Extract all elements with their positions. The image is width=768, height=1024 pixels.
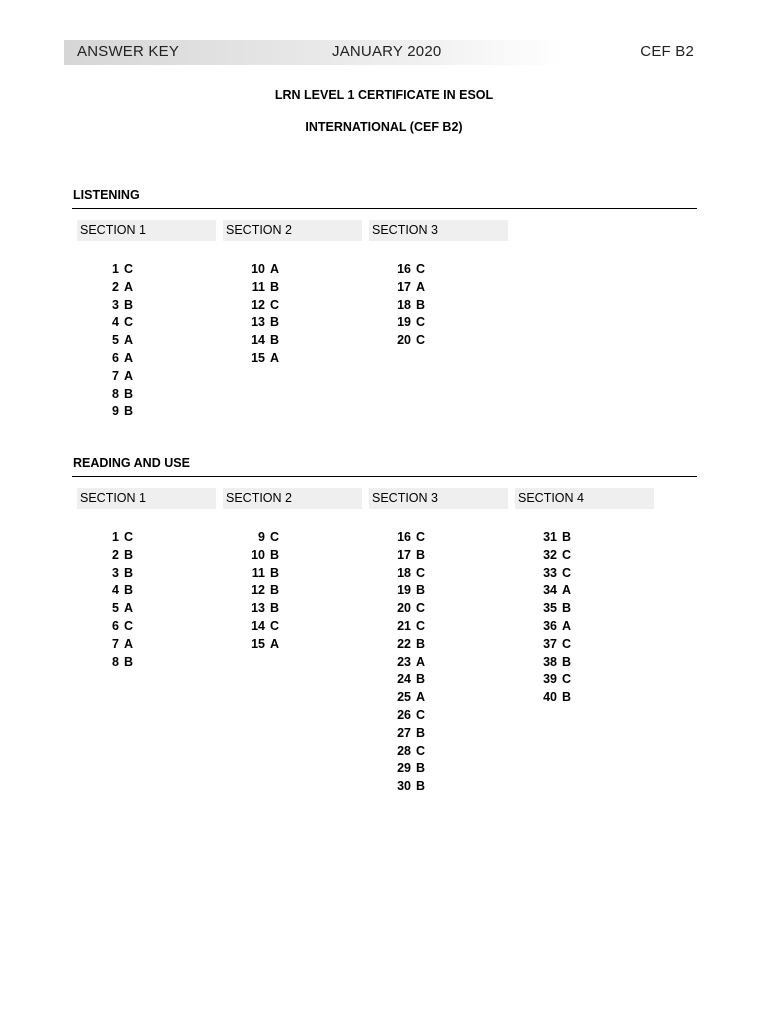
answer-letter: A — [416, 690, 426, 705]
answer-list — [223, 530, 363, 655]
answer-letter: C — [270, 618, 280, 633]
question-number: 8 — [112, 654, 119, 669]
answer-row — [223, 298, 363, 316]
question-number: 28 — [397, 743, 411, 758]
answer-letter: B — [562, 654, 572, 669]
answer-row — [369, 655, 509, 673]
answer-row — [369, 761, 509, 779]
question-number: 16 — [397, 262, 411, 276]
question-number: 18 — [397, 565, 411, 580]
listening-section-1 — [77, 220, 217, 422]
answer-letter: B — [270, 315, 280, 330]
reading-section-3 — [369, 488, 509, 797]
answer-letter: B — [416, 672, 426, 687]
answer-letter: C — [562, 636, 572, 651]
answer-letter: B — [562, 530, 572, 544]
answer-row — [77, 280, 217, 298]
answer-list — [223, 262, 363, 369]
question-number: 4 — [112, 583, 119, 598]
question-number: 9 — [112, 404, 119, 419]
answer-letter: A — [416, 279, 426, 294]
answer-row — [77, 548, 217, 566]
answer-letter: C — [416, 743, 426, 758]
answer-row — [515, 548, 655, 566]
answer-row — [369, 708, 509, 726]
question-number: 35 — [543, 601, 557, 616]
answer-letter: A — [124, 333, 134, 348]
answer-row — [515, 637, 655, 655]
answer-row — [223, 530, 363, 548]
answer-row — [515, 583, 655, 601]
question-number: 1 — [112, 262, 119, 276]
answer-letter: C — [416, 262, 426, 276]
question-number: 6 — [112, 350, 119, 365]
answer-row — [369, 601, 509, 619]
answer-letter: B — [270, 583, 280, 598]
answer-letter: B — [270, 547, 280, 562]
answer-list — [77, 262, 217, 422]
answer-letter: C — [124, 262, 134, 276]
answer-letter: B — [124, 386, 134, 401]
answer-letter: C — [124, 530, 134, 544]
answer-letter: B — [416, 761, 426, 776]
question-number: 31 — [543, 530, 557, 544]
header-date: JANUARY 2020 — [332, 43, 442, 60]
answer-row — [369, 298, 509, 316]
answer-row — [223, 262, 363, 280]
question-number: 38 — [543, 654, 557, 669]
answer-row — [369, 548, 509, 566]
answer-row — [369, 583, 509, 601]
answer-letter: B — [416, 297, 426, 312]
answer-letter: A — [270, 350, 280, 365]
answer-row — [223, 351, 363, 369]
answer-row — [369, 280, 509, 298]
section-label: SECTION 2 — [223, 488, 362, 509]
question-number: 40 — [543, 690, 557, 705]
answer-row — [515, 601, 655, 619]
answer-row — [77, 404, 217, 422]
question-number: 10 — [251, 262, 265, 276]
answer-letter: C — [416, 530, 426, 544]
question-number: 20 — [397, 333, 411, 348]
answer-list — [515, 530, 655, 708]
answer-row — [369, 672, 509, 690]
answer-letter: A — [124, 636, 134, 651]
answer-row — [515, 672, 655, 690]
answer-letter: A — [562, 618, 572, 633]
question-number: 11 — [251, 565, 265, 580]
answer-letter: C — [562, 547, 572, 562]
answer-row — [77, 387, 217, 405]
document-title: LRN LEVEL 1 CERTIFICATE IN ESOL — [274, 88, 494, 102]
question-number: 5 — [112, 601, 119, 616]
answer-letter: A — [124, 350, 134, 365]
answer-row — [223, 619, 363, 637]
answer-row — [77, 369, 217, 387]
answer-letter: B — [270, 601, 280, 616]
section-label: SECTION 4 — [515, 488, 654, 509]
question-number: 17 — [397, 547, 411, 562]
reading-heading: READING AND USE — [73, 456, 190, 470]
answer-letter: B — [416, 547, 426, 562]
question-number: 1 — [112, 530, 119, 544]
answer-letter: C — [124, 315, 134, 330]
answer-row — [369, 315, 509, 333]
document-subtitle: INTERNATIONAL (CEF B2) — [305, 120, 463, 134]
answer-row — [369, 726, 509, 744]
answer-letter: B — [270, 333, 280, 348]
question-number: 11 — [251, 279, 265, 294]
question-number: 19 — [397, 583, 411, 598]
answer-letter: B — [124, 297, 134, 312]
answer-letter: B — [270, 279, 280, 294]
answer-row — [223, 280, 363, 298]
answer-letter: C — [416, 618, 426, 633]
answer-row — [223, 601, 363, 619]
listening-section-2 — [223, 220, 363, 369]
question-number: 26 — [397, 707, 411, 722]
answer-letter: C — [562, 672, 572, 687]
answer-letter: C — [270, 530, 280, 544]
question-number: 37 — [543, 636, 557, 651]
answer-row — [515, 619, 655, 637]
reading-section-1 — [77, 488, 217, 672]
question-number: 33 — [543, 565, 557, 580]
question-number: 2 — [112, 279, 119, 294]
answer-letter: A — [562, 583, 572, 598]
question-number: 3 — [112, 297, 119, 312]
question-number: 10 — [251, 547, 265, 562]
answer-row — [515, 655, 655, 673]
answer-row — [223, 315, 363, 333]
reading-section-2 — [223, 488, 363, 655]
answer-row — [77, 655, 217, 673]
answer-letter: B — [416, 636, 426, 651]
answer-row — [77, 601, 217, 619]
question-number: 16 — [397, 530, 411, 544]
answer-letter: A — [270, 636, 280, 651]
answer-row — [369, 566, 509, 584]
answer-row — [77, 315, 217, 333]
question-number: 8 — [112, 386, 119, 401]
question-number: 21 — [397, 618, 411, 633]
answer-row — [515, 690, 655, 708]
answer-letter: B — [416, 725, 426, 740]
reading-section-4 — [515, 488, 655, 708]
listening-rule — [72, 208, 697, 209]
answer-row — [77, 637, 217, 655]
header-answer-key: ANSWER KEY — [77, 43, 180, 60]
section-label: SECTION 1 — [77, 220, 216, 241]
answer-row — [369, 619, 509, 637]
answer-letter: C — [416, 707, 426, 722]
answer-row — [369, 779, 509, 797]
answer-row — [223, 548, 363, 566]
answer-letter: B — [124, 583, 134, 598]
section-label: SECTION 3 — [369, 220, 508, 241]
question-number: 12 — [251, 583, 265, 598]
answer-row — [369, 690, 509, 708]
question-number: 2 — [112, 547, 119, 562]
question-number: 14 — [251, 618, 265, 633]
question-number: 19 — [397, 315, 411, 330]
answer-letter: B — [124, 654, 134, 669]
answer-letter: B — [562, 601, 572, 616]
question-number: 18 — [397, 297, 411, 312]
listening-section-3 — [369, 220, 509, 351]
answer-list — [369, 530, 509, 797]
answer-letter: C — [416, 315, 426, 330]
question-number: 12 — [251, 297, 265, 312]
question-number: 14 — [251, 333, 265, 348]
question-number: 25 — [397, 690, 411, 705]
answer-row — [77, 262, 217, 280]
header-level: CEF B2 — [640, 43, 694, 60]
answer-row — [223, 583, 363, 601]
question-number: 24 — [397, 672, 411, 687]
answer-letter: A — [416, 654, 426, 669]
question-number: 22 — [397, 636, 411, 651]
question-number: 39 — [543, 672, 557, 687]
answer-letter: C — [562, 565, 572, 580]
answer-row — [369, 637, 509, 655]
answer-row — [515, 530, 655, 548]
answer-row — [369, 333, 509, 351]
answer-row — [369, 262, 509, 280]
answer-letter: C — [270, 297, 280, 312]
section-label: SECTION 2 — [223, 220, 362, 241]
answer-row — [77, 619, 217, 637]
question-number: 17 — [397, 279, 411, 294]
question-number: 15 — [251, 350, 265, 365]
answer-letter: B — [124, 547, 134, 562]
reading-rule — [72, 476, 697, 477]
answer-letter: A — [124, 601, 134, 616]
answer-letter: B — [416, 779, 426, 794]
answer-row — [77, 333, 217, 351]
question-number: 29 — [397, 761, 411, 776]
answer-row — [223, 637, 363, 655]
answer-list — [369, 262, 509, 351]
question-number: 30 — [397, 779, 411, 794]
question-number: 9 — [258, 530, 265, 544]
question-number: 3 — [112, 565, 119, 580]
answer-letter: B — [124, 565, 134, 580]
question-number: 36 — [543, 618, 557, 633]
answer-row — [77, 583, 217, 601]
question-number: 7 — [112, 636, 119, 651]
answer-letter: B — [562, 690, 572, 705]
question-number: 13 — [251, 601, 265, 616]
answer-row — [369, 744, 509, 762]
answer-letter: C — [124, 618, 134, 633]
answer-letter: C — [416, 333, 426, 348]
answer-row — [77, 530, 217, 548]
listening-heading: LISTENING — [73, 188, 140, 202]
question-number: 4 — [112, 315, 119, 330]
question-number: 6 — [112, 618, 119, 633]
section-label: SECTION 1 — [77, 488, 216, 509]
answer-row — [77, 298, 217, 316]
answer-letter: C — [416, 601, 426, 616]
question-number: 27 — [397, 725, 411, 740]
question-number: 15 — [251, 636, 265, 651]
answer-row — [223, 566, 363, 584]
answer-row — [369, 530, 509, 548]
question-number: 7 — [112, 368, 119, 383]
answer-row — [223, 333, 363, 351]
answer-letter: A — [270, 262, 280, 276]
question-number: 5 — [112, 333, 119, 348]
answer-letter: C — [416, 565, 426, 580]
answer-letter: B — [124, 404, 134, 419]
question-number: 20 — [397, 601, 411, 616]
section-label: SECTION 3 — [369, 488, 508, 509]
question-number: 23 — [397, 654, 411, 669]
answer-letter: B — [416, 583, 426, 598]
answer-row — [77, 566, 217, 584]
answer-row — [515, 566, 655, 584]
answer-letter: B — [270, 565, 280, 580]
answer-list — [77, 530, 217, 672]
question-number: 32 — [543, 547, 557, 562]
question-number: 13 — [251, 315, 265, 330]
question-number: 34 — [543, 583, 557, 598]
answer-letter: A — [124, 368, 134, 383]
answer-row — [77, 351, 217, 369]
answer-letter: A — [124, 279, 134, 294]
